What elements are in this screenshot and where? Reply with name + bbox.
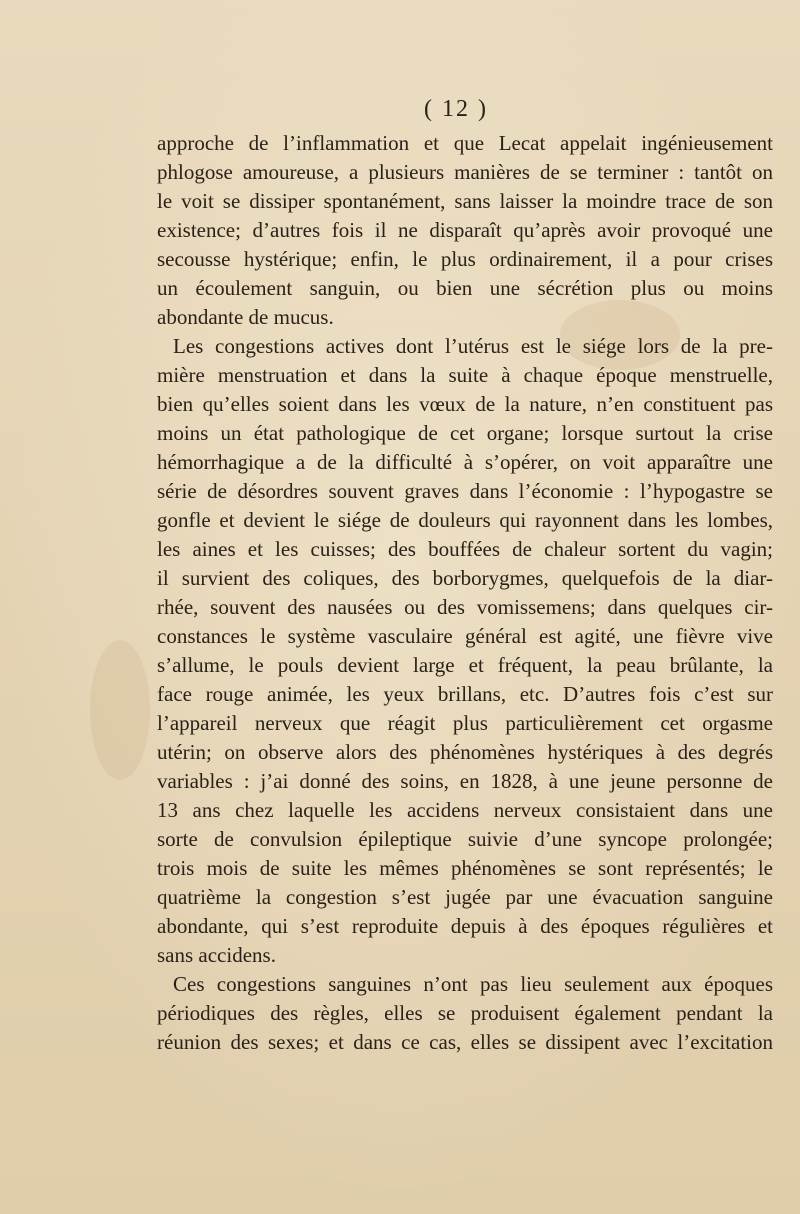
text-line: les aines et les cuisses; des bouffées de chaleur sortent du vagin; <box>157 537 773 561</box>
text-line: Les congestions actives dont l’utérus est le siége lors de la pre- <box>173 334 773 358</box>
text-line: moins un état pathologique de cet organe; lorsque surtout la crise <box>157 421 773 445</box>
text-line: variables : j’ai donné des soins, en 1828, à une jeune personne de <box>157 769 773 793</box>
text-line: il survient des coliques, des borborygmes, quelquefois de la diar- <box>157 566 773 590</box>
page-number: ( 12 ) <box>424 96 488 122</box>
text-line: rhée, souvent des nausées ou des vomissemens; dans quelques cir- <box>157 595 773 619</box>
text-line: gonfle et devient le siége de douleurs qui rayonnent dans les lombes, <box>157 508 773 532</box>
text-line: sorte de convulsion épileptique suivie d’une syncope prolongée; <box>157 827 773 851</box>
text-line: série de désordres souvent graves dans l’économie : l’hypogastre se <box>157 479 773 503</box>
text-line: utérin; on observe alors des phénomènes hystériques à des degrés <box>157 740 773 764</box>
text-line: secousse hystérique; enfin, le plus ordinairement, il a pour crises <box>157 247 773 271</box>
text-line: abondante, qui s’est reproduite depuis à des époques régulières et <box>157 914 773 938</box>
text-line: l’appareil nerveux que réagit plus particulièrement cet orgasme <box>157 711 773 735</box>
text-line: le voit se dissiper spontanément, sans laisser la moindre trace de son <box>157 189 773 213</box>
text-line: sans accidens. <box>157 943 276 967</box>
text-line: Ces congestions sanguines n’ont pas lieu seulement aux époques <box>173 972 773 996</box>
paper-stain <box>90 640 150 780</box>
text-line: quatrième la congestion s’est jugée par une évacuation sanguine <box>157 885 773 909</box>
text-line: phlogose amoureuse, a plusieurs manières de se terminer : tantôt on <box>157 160 773 184</box>
body-text <box>157 129 773 1057</box>
text-line: s’allume, le pouls devient large et fréquent, la peau brûlante, la <box>157 653 773 677</box>
text-line: hémorrhagique a de la difficulté à s’opérer, on voit apparaître une <box>157 450 773 474</box>
text-line: trois mois de suite les mêmes phénomènes se sont représentés; le <box>157 856 773 880</box>
text-line: un écoulement sanguin, ou bien une sécrétion plus ou moins <box>157 276 773 300</box>
text-line: bien qu’elles soient dans les vœux de la nature, n’en constituent pas <box>157 392 773 416</box>
text-line: abondante de mucus. <box>157 305 334 329</box>
text-line: périodiques des règles, elles se produisent également pendant la <box>157 1001 773 1025</box>
text-line: existence; d’autres fois il ne disparaît qu’après avoir provoqué une <box>157 218 773 242</box>
text-line: réunion des sexes; et dans ce cas, elles se dissipent avec l’excitation <box>157 1030 773 1054</box>
text-line: 13 ans chez laquelle les accidens nerveux consistaient dans une <box>157 798 773 822</box>
text-line: mière menstruation et dans la suite à chaque époque menstruelle, <box>157 363 773 387</box>
text-line: face rouge animée, les yeux brillans, etc. D’autres fois c’est sur <box>157 682 773 706</box>
text-line: approche de l’inflammation et que Lecat appelait ingénieusement <box>157 131 773 155</box>
text-line: constances le système vasculaire général est agité, une fièvre vive <box>157 624 773 648</box>
